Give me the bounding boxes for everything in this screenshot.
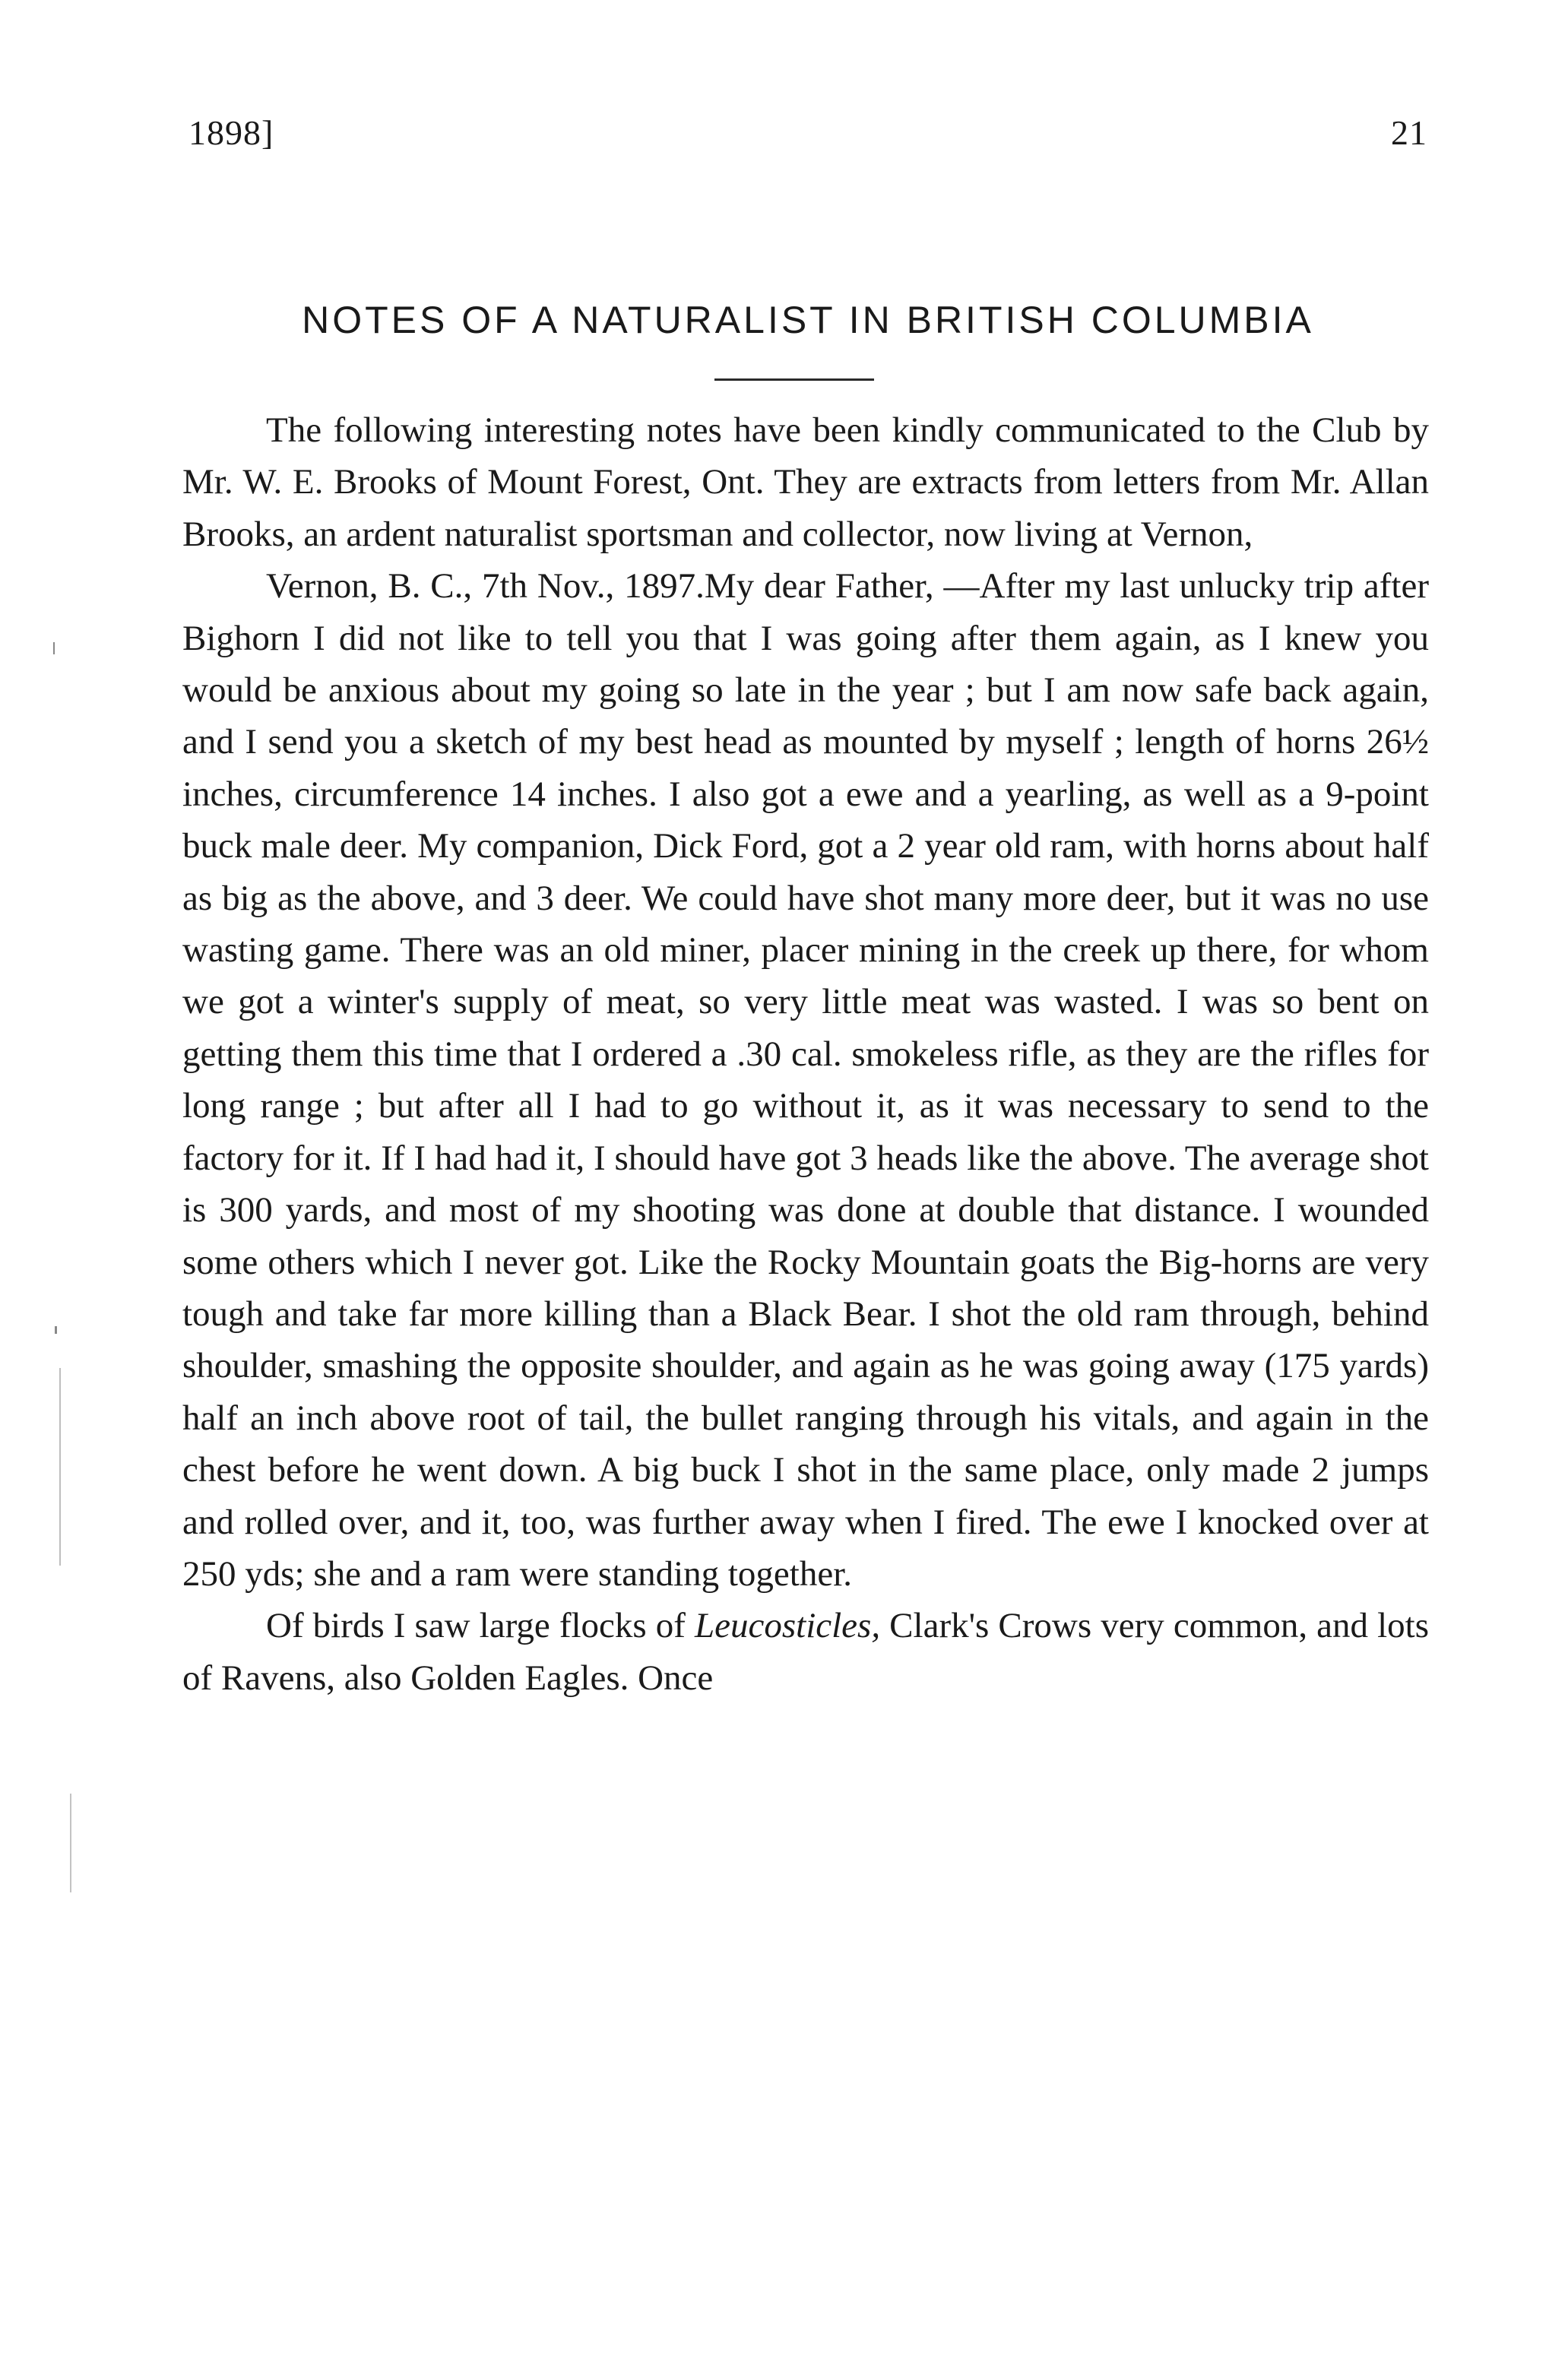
- margin-scan-mark: [70, 1794, 71, 1892]
- letter-body: My dear Father, —After my last unlucky trip after Bighorn I did not like to tell you that I was going after them again, as I knew you would be anxious about my going so late in the year ; but I am now safe back again, and I send you a sketch of my best head as mounted by myself ; length of horns 26½ inches, circumference 14 inches. I also got a ewe and a yearling, as well as a 9-point buck male deer. My companion, Dick Ford, got a 2 year old ram, with horns about half as big as the above, and 3 deer. We could have shot many more deer, but it was no use wasting game. There was an old miner, placer mining in the creek up there, for whom we got a winter's supply of meat, so very little meat was wasted. I was so bent on getting them this time that I ordered a .30 cal. smokeless rifle, as they are the rifles for long range ; but after all I had to go without it, as it was necessary to send to the factory for it. If I had had it, I should have got 3 heads like the above. The average shot is 300 yards, and most of my shooting was done at double that distance. I wounded some others which I never got. Like the Rocky Mountain goats the Big-horns are very tough and take far more killing than a Black Bear. I shot the old ram through, behind shoulder, smashing the opposite shoulder, and again as he was going away (175 yards) half an inch above root of tail, the bullet ranging through his vitals, and again in the chest before he went down. A big buck I shot in the same place, only made 2 jumps and rolled over, and it, too, was further away when I fired. The ewe I knocked over at 250 yds; she and a ram were standing together.: [182, 566, 1429, 1594]
- letter-paragraph: [182, 560, 1429, 1600]
- birds-species-name: Leucosticles,: [695, 1606, 881, 1646]
- intro-paragraph: [182, 404, 1429, 560]
- birds-paragraph: [182, 1600, 1429, 1704]
- birds-text-rest: Clark's Crows very common, and lots of Ravens, also Golden Eagles. Once: [182, 1606, 1429, 1698]
- article-title: NOTES OF A NATURALIST IN BRITISH COLUMBIA: [302, 299, 1314, 341]
- running-head-year: 1898]: [188, 113, 274, 152]
- title-divider: [714, 378, 874, 381]
- intro-text: The following interesting notes have been kindly communicated to the Club by Mr. W. E. Brooks of Mount Forest, Ont. They are extracts from letters from Mr. Allan Brooks, an ardent naturalist sportsman and collector, now living at Vernon,: [182, 410, 1429, 554]
- running-head: [188, 112, 1427, 166]
- letter-dateline: Vernon, B. C., 7th Nov., 1897.: [266, 566, 705, 606]
- article-body: [182, 404, 1429, 1704]
- birds-text-lead: Of birds I saw large flocks of: [266, 1606, 695, 1646]
- page-number: 21: [1391, 113, 1427, 152]
- margin-scan-mark: [59, 1368, 61, 1566]
- margin-scan-mark: [55, 1326, 57, 1334]
- margin-scan-mark: [53, 642, 55, 654]
